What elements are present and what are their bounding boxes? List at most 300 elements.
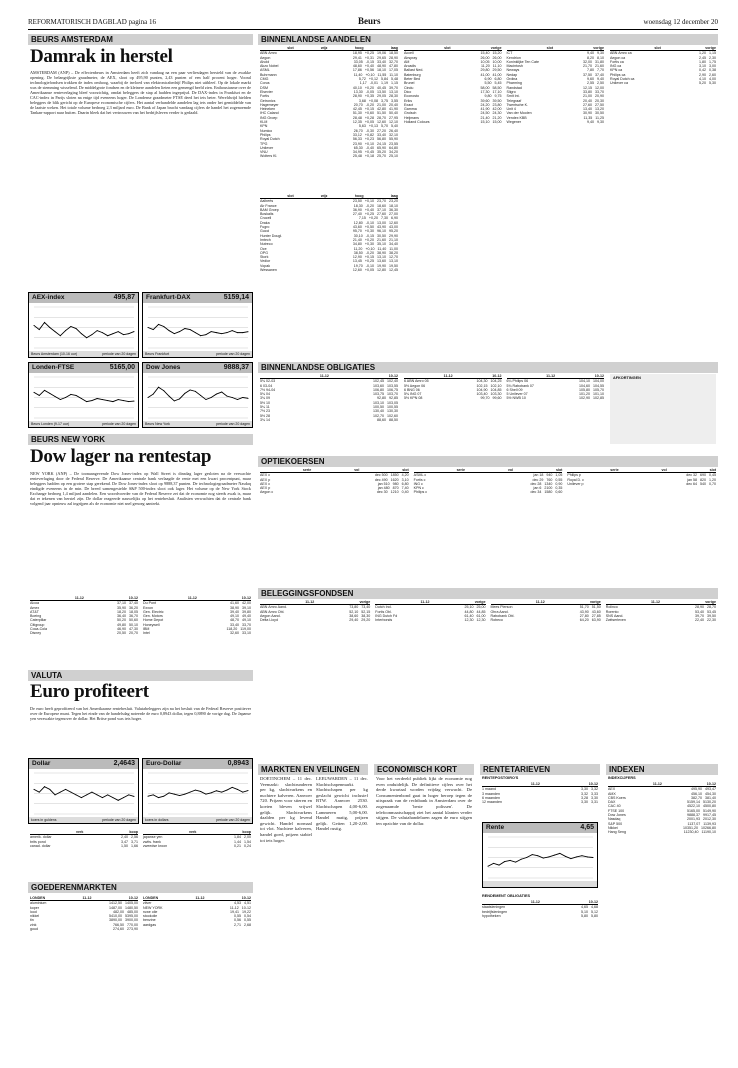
table-cell: Beter Bed [404,77,420,82]
chart-point [216,332,217,333]
table-cell: 20,70 [129,631,138,636]
table-column [507,374,605,444]
chart-point [190,389,191,390]
table-cell: 29,20 [361,618,371,623]
table-cell: 46,90 [117,627,126,632]
table-cell: 1210 [390,490,399,495]
chart-point [107,794,108,795]
table-column [567,468,716,580]
table-cell: 9,80 [484,94,492,99]
table-cell: 1,54 [244,839,251,844]
table-cell: 22,40 [695,618,704,623]
table-cell: 38,50 [353,250,363,255]
table-cell: Nedap [506,72,518,77]
table-cell: dec 34 [530,490,542,495]
table-cell: 1,44 [234,839,241,844]
chart-point [70,394,71,395]
table-header-cell: 11-12 [530,782,540,786]
chart-point [221,792,222,793]
chart-series-line [488,853,593,866]
table-cell: Air France [260,203,277,208]
afkortingen-title: AFKORTINGEN [613,376,641,380]
table-row [482,800,598,804]
table-cell: 65,90 [377,145,386,150]
table-cell: Du Pont [143,601,156,606]
chart-ftse [28,362,139,428]
table-header-cell: 11-12 [319,374,329,378]
table-cell: 21,60 [595,64,604,69]
chart-point [81,398,82,399]
table-cell: 33,40 [377,59,386,64]
table-cell: 29,40 [349,618,359,623]
table-cell: +0,30 [364,242,374,247]
table-staat [260,374,398,444]
table-cell: 64,80 [389,145,398,150]
table-cell: 37,40 [595,72,604,77]
table-cell: ABN Amro ca [610,51,632,56]
table-row [610,81,716,85]
chart-point [195,391,196,392]
chart-plot [145,374,251,421]
article-leeuwarden: LEEUWARDEN – 11 dec. Slachtschapenmarkt. Slachtschapen per kg geslacht gewicht inclusief BTW. Aanvoer 2530. Slachtschapen 4,00-6,00. Lammeren 5,00-6,00. Handel matig, prijzen gelijk. Geiten 1,20-2,00. Handel rustig. [316,776,368,832]
table-cell: 61,00 [476,613,486,618]
table-cell: ABN Amro Aand. [260,605,287,610]
table-cell: 3¾ 09 [260,396,270,401]
table-cell: 11,25 [595,115,604,120]
chart-title: Dow Jones [146,364,181,371]
table-cell: -0,10 [365,263,374,268]
table-cell: 11,10 [389,72,398,77]
table-column [260,46,398,186]
table-cell: 11,10 [492,64,502,69]
table-cell: Vopak [260,263,270,268]
table-cell: zweedse kroon [143,843,168,848]
table-cell: 6 BNG 06 [404,387,420,392]
table-cell: +0,05 [364,268,374,273]
chart-point [123,797,124,798]
header-right: woensdag 12 december 20 [643,18,718,26]
table-cell: 1405,00 [125,901,138,906]
chart-point [134,401,135,402]
table-cell: 43,60 [352,225,362,230]
table-cell: 6¼ Philips 06 [506,379,529,384]
table-cell: 33,80 [583,89,592,94]
table-cell: 104,90 [476,387,488,392]
table-header-cell: 10-12 [128,896,138,900]
table-cell: 9,40 [587,51,594,56]
table-cell: Philips [260,132,271,137]
table-cell: Corus [260,81,270,86]
table-cell: 493,47 [705,787,716,792]
table-cell: Dutch Ind. [375,605,392,610]
table-row [260,618,370,622]
table-cell: 3,55 [391,98,398,103]
chart-point [242,397,243,398]
section-rente: RENTETARIEVEN [480,764,600,775]
table-cell: Elsevier [260,89,273,94]
chart-point [232,397,233,398]
table-cell: 6 maanden [482,795,500,800]
table-header-cell: 11-12 [82,896,92,900]
table-cell: 1580 [544,490,553,495]
chart-footer-left: koers in guldens [31,818,57,822]
table-cell: 105,70 [593,387,604,392]
table-header-cell: 11-12 [74,596,84,600]
table-cell: 17,05 [389,68,398,73]
table-cell: 103,30 [490,392,502,397]
table-cell: 88,60 [377,417,386,422]
table-cell: 482,00 [113,909,124,914]
table-cell: 2012,30 [703,817,716,822]
table-cell: AEX p [260,486,271,491]
chart-point [221,392,222,393]
table-cell: Arcadis [404,64,416,69]
table-cell: 41,60 [230,601,239,606]
table-cell: +0,10 [365,246,375,251]
table-cell: 37,10 [377,207,386,212]
table-cell: 15,10 [480,120,490,125]
table-cell: 5,50 [484,81,492,86]
chart-point [581,855,582,856]
chart-point [153,329,154,330]
table-cell: 13,10 [389,89,398,94]
table-cell: KLM [260,120,268,125]
table-cell: 2,50 [597,81,604,86]
table-cell: 1,05 [555,473,563,478]
table-cell: 56,33 [352,137,362,142]
table-cell: 18,60 [377,203,386,208]
table-cell: 48,60 [352,64,362,69]
table-cell: 4,68 [591,905,598,910]
table-cell: 39,50 [707,613,716,618]
chart-point [211,397,212,398]
table-cell: 18,05 [129,609,138,614]
table-header-cell: 11-12 [187,596,197,600]
table-cell: 3,00 [709,64,716,69]
chart-point [179,398,180,399]
table-cell: Royal Dutch [260,137,280,142]
table-header-cell: slot [546,46,554,50]
table-cell: 61,40 [464,613,474,618]
table-cell: 32,60 [230,631,239,636]
table-cell: 100,50 [373,405,384,410]
table-cell: Royal Dutch ca [610,77,635,82]
table-cell: 55,90 [389,137,398,142]
table-cell: 106,75 [387,387,398,392]
table-cell: Twentsche K. [506,102,529,107]
chart-point [205,334,206,335]
table-header-cell: 10-12 [594,374,604,378]
table-cell: 51,30 [352,111,362,116]
table-cell: Ahold [260,59,270,64]
table-header-cell: 10-12 [388,374,398,378]
table-cell: 1,15 [709,51,716,56]
table-cell: 9,40 [587,120,594,125]
table-cell: 9888,37 [687,813,700,818]
table-cell: +0,28 [364,115,374,120]
table-cell: 63,90 [591,618,601,623]
table-header-cell: 11-12 [535,600,545,604]
table-cell: Nasdaq [608,817,621,822]
table-cell: 99,70 [480,396,490,401]
table-cell: 12,80 [377,268,386,273]
chart-point [112,401,113,402]
table-cell: AEX c [260,481,270,486]
chart-value: 2,4643 [113,760,135,767]
table-column [482,900,598,930]
table-header-cell: 10-12 [588,782,598,786]
table-column [606,600,716,758]
table-cell: 36,40 [117,614,126,619]
chart-aex [28,292,139,358]
table-cell: 13,50 [377,89,386,94]
section-valuta: VALUTA [28,670,253,681]
chart-point [163,390,164,391]
table-cell: 6 Shell 09 [506,387,523,392]
table-column [30,830,138,876]
article-economisch: Voor het verdeeld publiek lijkt de economie nog even onduidelijk. De definitieve cijfers over het derde kwartaal worden vrijdag verwacht. De Consumentenbond gaat in hoger beroep tegen de uitspraak van de rechtbank in Amsterdam over de zogenaamde 'beste polissen'. De telefoonmaatschappij ziet het aantal klanten verder stijgen. De valutahandelaren zagen de euro stijgen ten opzichte van de dollar. [376,776,472,826]
section-fondsen: BELEGGINGSFONDSEN [258,588,718,599]
chart-point [205,794,206,795]
chart-footer-left: Beurs Amsterdam (10-16 uur) [31,352,78,356]
table-cell: Fortis c [413,477,426,482]
table-cell: Grolsch [404,111,417,116]
chart-point [39,329,40,330]
table-cell: 1850 [390,473,399,478]
table-cell: 3900,00 [125,918,138,923]
table-cell: 20,40 [389,102,398,107]
table-cell: Amex [30,605,40,610]
table-cell: -0,20 [365,250,374,255]
table-cell: 47,30 [129,627,138,632]
table-cell: Delta Lloyd [260,618,278,623]
table-cell: 3,30 [581,787,588,792]
chart-value: 4,65 [580,824,594,831]
table-cell: 0,42 [699,68,706,73]
table-cell: Hunter Dougl. [260,233,283,238]
section-newyork: BEURS NEW YORK [28,434,253,445]
table-cell: 65,30 [353,145,363,150]
chart-series-line [34,322,134,337]
chart-plot [145,304,251,351]
table-cell: Nutreco [260,242,273,247]
chart-point [76,395,77,396]
table-cell: Draka [260,220,270,225]
table-cell: 35,10 [377,242,386,247]
table-cell: 49,80 [117,622,126,627]
table-cell: 27,00 [389,212,398,217]
table-cell: 11,20 [481,64,490,69]
table-cell: +0,13 [368,124,378,129]
table-aex [260,46,398,186]
table-cell: ING ca [610,64,622,69]
table-cell: 38,20 [389,250,398,255]
table-row [414,490,563,494]
table-cell: 4,65 [581,905,588,910]
table-cell: 3,30 [591,795,598,800]
chart-point [158,324,159,325]
table-cell: 33,05 [353,59,363,64]
table-top25 [404,374,604,444]
table-cell: 9,30 [597,120,604,125]
table-cell: +0,40 [364,207,374,212]
chart-point [34,789,35,790]
table-cell: 39,80 [242,609,251,614]
table-cell: CMG [260,77,269,82]
table-cell: 11,20 [353,246,363,251]
table-cell: 7,30 [381,216,388,221]
table-cell: 11,00 [389,246,398,251]
table-cell: 2,60 [709,72,716,77]
table-cell: -0,20 [365,102,374,107]
table-cell: DAX [608,800,616,805]
chart-point [532,854,533,855]
table-header-cell: 11-12 [305,600,315,604]
table-header-cell: 11-12 [650,600,660,604]
table-cell: 10351,20 [683,825,698,830]
table-cell: 11-12 [229,905,239,910]
table-cell: 50,60 [129,618,138,623]
table-cell: 48,70 [230,618,239,623]
table-cell: Numico [260,128,273,133]
table-cell: 101,10 [593,392,604,397]
table-cell: aluminium [30,901,47,906]
chart-point [102,399,103,400]
table-cell: 5,45 [494,81,502,86]
table-cell: dec 32 [686,473,698,478]
chart-point [521,859,522,860]
table-cell: AEX c [260,473,270,478]
table-cell: Akzo Nobel [260,64,279,69]
table-cell: 18,95 [352,51,362,56]
table-cell: 5130,20 [703,800,716,805]
table-cell: 105,80 [579,387,590,392]
article-newyork: NEW YORK (ANP) – De toonaangevende Dow Jones-index op Wall Street is dinsdag lager gesloten na de verwachte renteverlaging door de Federal Reserve. De Amerikaanse centrale bank verlaagde de rente met een kwart procentpunt, maar beleggers hadden op een grotere stap gerekend. De Dow Jones-index sloot op 9888,37 punten. De technologiegraadmeter Nasdaq eindigde eveneens in de min. De breed samengestelde S&P 500-index sloot ook lager. Het volume op de New York Stock Exchange bedroeg 1,4 miljard aandelen. Een woordvoerder van de Federal Reserve zei dat de economie nog steeds zwak is, maar dat er tekenen van herstel zijn. De dollar reageerde nauwelijks op het rentebesluit. Analisten verwachten dat de centrale bank volgend jaar opnieuw zal ingrijpen als de economie niet snel genoeg aantrekt. [30,471,251,506]
table-cell: 11,40 [377,246,387,251]
table-cell: 4500,80 [703,804,716,809]
table-header-cell: slot [402,468,409,472]
chart-value: 495,87 [113,294,135,301]
table-cell: hypotheken [482,913,501,918]
table-cell: 41,00 [480,72,490,77]
table-cell: Rolinco [605,605,618,610]
chart-dowjones [142,362,253,428]
table-cell: +0,10 [365,72,375,77]
table-cell: 0,21 [234,843,241,848]
table-cell: Aegon [260,55,271,60]
chart-point [65,330,66,331]
table-cell: Eriks [404,98,412,103]
table-row [491,618,601,622]
table-cell: Gucci [260,229,270,234]
table-cell: 15,40 [480,51,490,56]
chart-point [211,331,212,332]
table-cell: 12,60 [377,120,386,125]
table-cell: 12,30 [464,618,474,623]
table-fondsen [260,600,716,758]
table-cell: 25,00 [476,605,486,610]
table-cell: 980 [392,481,399,486]
chart-plot [145,770,251,817]
table-cell: 119,00 [240,627,251,632]
chart-point [526,857,527,858]
table-cell: jan 6 [533,486,542,491]
table-amx [260,194,398,354]
chart-point [499,865,500,866]
table-cell: Robeco [490,618,503,623]
table-row [30,844,138,848]
table-cell: 6,90 [391,216,398,221]
table-cell: Getronics [260,98,276,103]
table-cell: ABN Amro [260,51,277,56]
chart-point [237,399,238,400]
table-cell: Rabobank Obl. [490,613,515,618]
table-cell: 35,20 [377,150,386,155]
table-header-cell: vorige [593,46,604,50]
table-cell: 0,90 [555,481,563,486]
table-cell: 28,30 [389,94,398,99]
indexcijfers-title: INDEXCIJFERS [608,776,636,780]
table-cell: 24,20 [480,102,490,107]
table-cell: 12,35 [352,120,362,125]
table-cell: 3,31 [591,800,598,805]
table-cell: -0,15 [365,233,374,238]
table-cell: Boskalis [260,212,274,217]
table-cell: Airspray [404,55,418,60]
chart-footer-right: periode van 20 dagen [102,422,136,426]
table-cell: 0,38 [709,68,716,73]
table-cell: 28,90 [352,94,362,99]
chart-dax [142,292,253,358]
table-cell: Vendex KBB [506,115,527,120]
chart-plot [31,770,137,817]
table-cell: 104,10 [579,379,590,384]
table-header-cell: vol [507,468,514,472]
table-cell: 51,70 [579,605,589,610]
table-cell: 3,30 [581,800,588,805]
table-cell: Buhrmann [260,72,277,77]
table-header-cell: laag [390,194,398,198]
table-cell: 18,30 [353,203,363,208]
article-markten: DOETINCHEM – 11 dec. Veemarkt: slachtrunderen per kg, slachtvarkens en nuchtere kalveren. Aanvoer 720. Prijzen voor stieren en koeien bleven vrijwel gelijk. Slachtvarkens daalden per kg levend gewicht. Handel normaal tot vlot. Nuchtere kalveren, handel goed, prijzen stabiel tot iets hoger. [260,776,312,843]
chart-point [216,394,217,395]
table-column [30,896,138,1046]
chart-point [81,333,82,334]
table-cell: 5¾ 04 [260,392,270,397]
chart-footer-right: periode van 20 dagen [216,818,250,822]
table-cell: 9917,45 [703,813,716,818]
section-amsterdam: BEURS AMSTERDAM [28,34,253,45]
table-cell: 7,70 [597,68,604,73]
table-cell: 23,80 [492,102,502,107]
table-cell: 19,70 [353,263,363,268]
table-cell: 13,40 [583,107,592,112]
table-cell: 18,10 [377,68,386,73]
table-cell: ruwe olie [143,909,158,914]
table-cell: +0,12 [368,77,378,82]
chart-point [570,858,571,859]
table-header-cell: 11-12 [546,374,556,378]
table-cell: Stork [260,255,269,260]
table-column [143,596,251,664]
section-opties: OPTIEKOERSEN [258,456,718,467]
table-cell: 102,45 [373,379,384,384]
table-cell: 5165,00 [687,808,700,813]
table-cell: 13,10 [377,255,386,260]
table-cell: 37,10 [117,601,126,606]
table-cell: 2,90 [699,72,706,77]
table-header-cell: LONDEN [30,896,46,900]
